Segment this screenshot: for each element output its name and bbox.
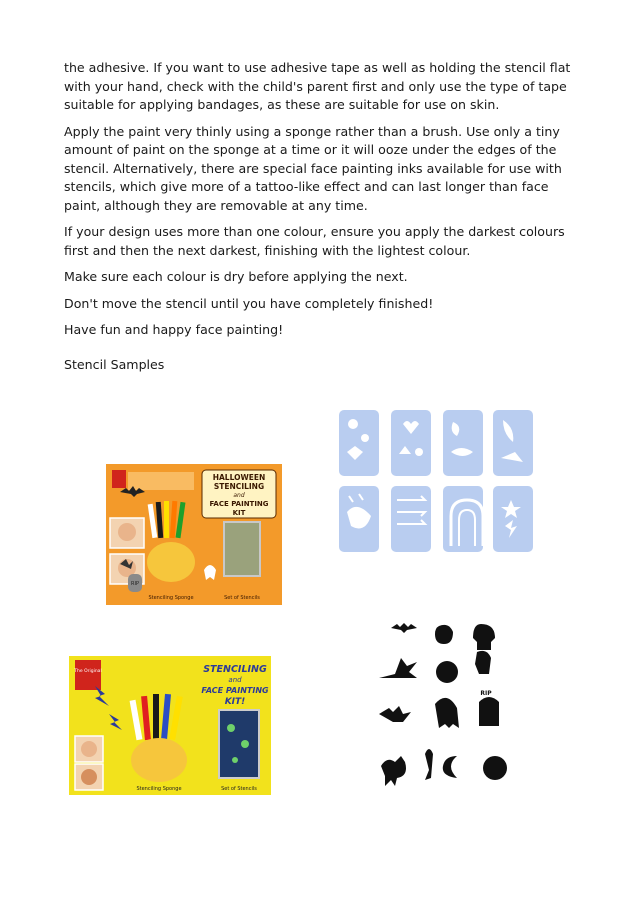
sponge-image <box>131 738 187 782</box>
halloween-silhouettes-image <box>377 622 515 792</box>
halloween-kit-image <box>106 464 282 605</box>
kit2-title-4: KIT! <box>224 697 246 707</box>
kit2-sponge-label: Stenciling Sponge <box>136 786 182 792</box>
skull2-icon <box>475 651 491 674</box>
paragraph-6: Have fun and happy face painting! <box>64 322 284 337</box>
kit1-badge-icon <box>112 470 126 488</box>
kit2-badge-icon <box>75 660 101 690</box>
kit2-stencil-label: Set of Stencils <box>221 786 257 792</box>
paragraph-2: Apply the paint very thinly using a sponge rather than a brush. Use only a tiny amount of paint on the sponge at a time or it will ooze under the edges of the stencil. Alternatively, there are special face painting inks available for use with stencils, which give more of a tattoo-like effect and can last longer than face paint, although they are removable at any time. <box>64 123 562 213</box>
jack-o-lantern-icon <box>435 625 453 644</box>
kit1-title-4: FACE PAINTING <box>209 500 269 508</box>
bat2-icon <box>379 706 411 722</box>
kit2-title-2: and <box>228 676 242 684</box>
pumpkin-icon <box>436 661 458 683</box>
witch-icon <box>379 658 417 678</box>
tombstone-icon <box>479 697 499 726</box>
witch-hat-icon <box>425 749 433 780</box>
moon-icon <box>443 756 457 778</box>
stencil-sheet-image <box>219 710 259 778</box>
sponge-image <box>147 542 195 582</box>
paragraph-4: Make sure each colour is dry before applying the next. <box>64 269 408 284</box>
stenciling-kit-image <box>69 656 271 795</box>
section-heading: Stencil Samples <box>64 357 165 372</box>
kit1-title-3: and <box>233 492 245 499</box>
skull-icon <box>473 624 495 650</box>
stencil-sheet-image <box>224 522 260 576</box>
kit1-stencil-label: Set of Stencils <box>224 595 260 601</box>
paragraph-1: the adhesive. If you want to use adhesive tape as well as holding the stencil flat with your hand, check with the child's parent first and only use the type of tape suitable for applying bandages, as these are suitable for use on skin. <box>64 60 571 112</box>
silhouette-rip: RIP <box>480 690 492 697</box>
kit1-rip: RIP <box>131 581 139 587</box>
kit1-sponge-label: Stenciling Sponge <box>148 595 194 601</box>
full-moon-icon <box>483 756 507 780</box>
kit1-title-2: STENCILING <box>213 482 265 491</box>
paragraph-5: Don't move the stencil until you have completely finished! <box>64 295 434 311</box>
blue-stencils-image <box>335 408 534 554</box>
body-text <box>64 59 574 348</box>
kit2-badge: The Original <box>74 669 102 674</box>
ghost-icon <box>435 698 459 728</box>
kit1-title-5: KIT <box>232 509 246 517</box>
kit2-title-1: STENCILING <box>203 664 267 675</box>
kit2-title-3: FACE PAINTING <box>201 686 269 695</box>
cat-icon <box>381 756 406 786</box>
bat-icon <box>391 623 417 633</box>
kit1-title-1: HALLOWEEN <box>212 473 266 482</box>
paragraph-3: If your design uses more than one colour, ensure you apply the darkest colours first and then the next darkest, finishing with the lightest colour. <box>64 224 565 258</box>
